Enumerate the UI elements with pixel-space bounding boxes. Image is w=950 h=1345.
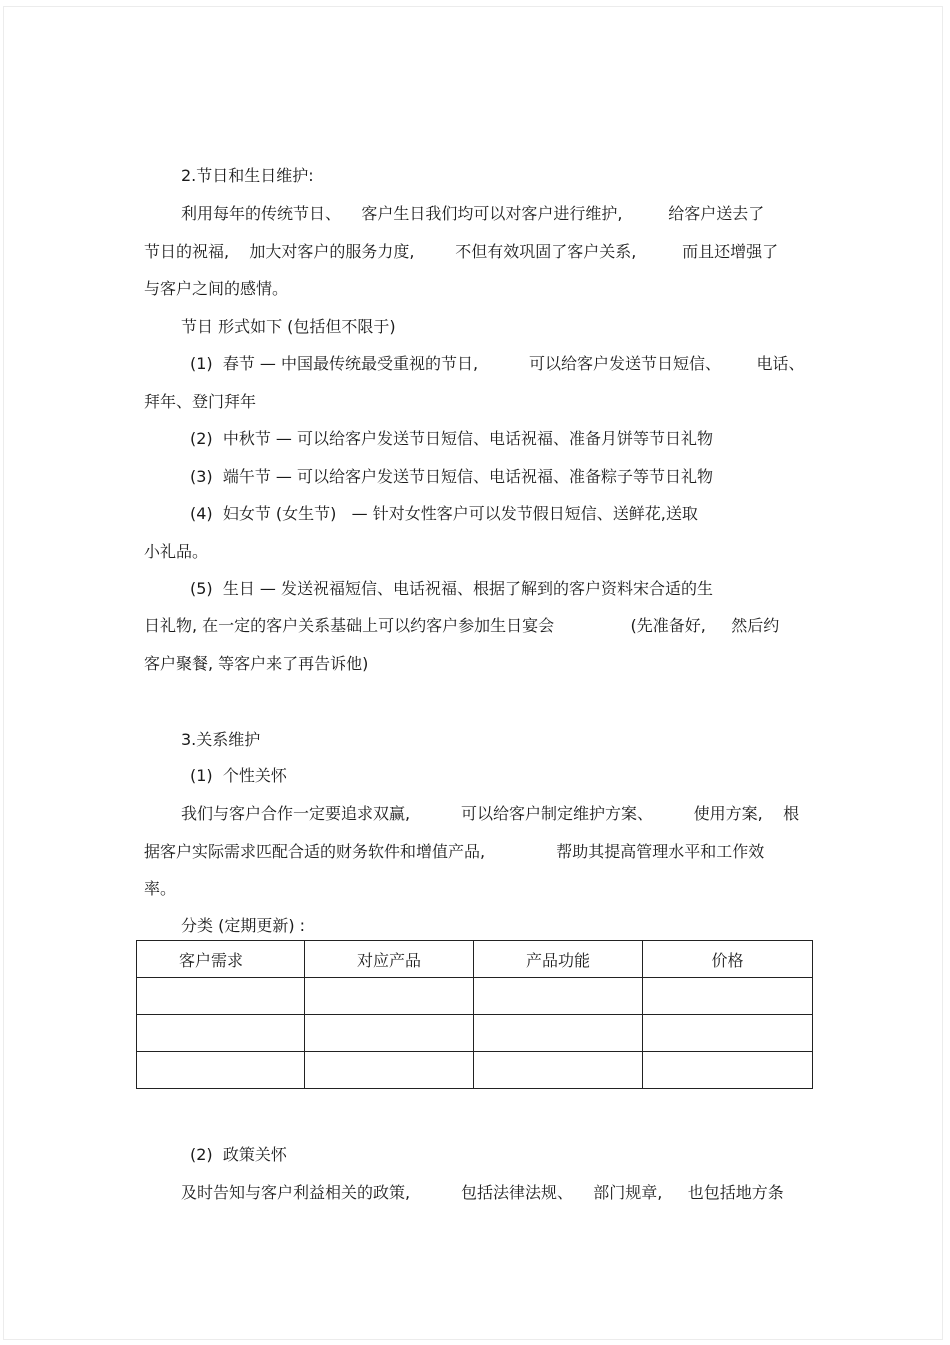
table-row <box>137 978 813 1015</box>
table-row <box>137 1015 813 1052</box>
holiday-item-5-line-3: 客户聚餐, 等客户来了再告诉他) <box>144 654 369 673</box>
table-cell <box>474 978 643 1015</box>
section-2-intro-line-1: 利用每年的传统节日、 客户生日我们均可以对客户进行维护, 给客户送去了 <box>181 204 765 223</box>
section-3-title: 3.关系维护 <box>181 730 261 749</box>
holiday-item-2: (2) 中秋节 — 可以给客户发送节日短信、电话祝福、准备月饼等节日礼物 <box>190 429 714 448</box>
table-header-cell: 对应产品 <box>305 941 474 978</box>
table-header-cell: 客户需求 <box>137 941 305 978</box>
holiday-item-1-line-2: 拜年、登门拜年 <box>144 392 257 411</box>
table-cell <box>643 1052 813 1089</box>
table-cell <box>305 1052 474 1089</box>
table-cell <box>474 1052 643 1089</box>
table-cell <box>643 1015 813 1052</box>
table-row <box>137 1052 813 1089</box>
table-cell <box>305 1015 474 1052</box>
table-header-row <box>137 941 813 978</box>
table-cell <box>137 978 305 1015</box>
section-2-intro-line-2: 节日的祝福, 加大对客户的服务力度, 不但有效巩固了客户关系, 而且还增强了 <box>144 242 779 261</box>
personal-care-para-line-2: 据客户实际需求匹配合适的财务软件和增值产品, 帮助其提高管理水平和工作效 <box>144 842 765 861</box>
table-cell <box>474 1015 643 1052</box>
holiday-forms-heading: 节日 形式如下 (包括但不限于) <box>181 317 396 336</box>
personal-care-title: (1) 个性关怀 <box>190 766 287 785</box>
personal-care-para-line-3: 率。 <box>144 879 177 898</box>
table-cell <box>643 978 813 1015</box>
holiday-item-4-line-2: 小礼品。 <box>144 542 209 561</box>
section-2-intro-line-3: 与客户之间的感情。 <box>144 279 289 298</box>
table-cell <box>137 1052 305 1089</box>
holiday-item-4-line-1: (4) 妇女节 (女生节) — 针对女性客户可以发节假日短信、送鲜花,送取 <box>190 504 698 523</box>
holiday-item-5-line-1: (5) 生日 — 发送祝福短信、电话祝福、根据了解到的客户资料宋合适的生 <box>190 579 714 598</box>
classification-label: 分类 (定期更新) : <box>181 916 306 935</box>
policy-care-para-line-1: 及时告知与客户利益相关的政策, 包括法律法规、 部门规章, 也包括地方条 <box>181 1183 784 1202</box>
table-cell <box>137 1015 305 1052</box>
holiday-item-3: (3) 端午节 — 可以给客户发送节日短信、电话祝福、准备粽子等节日礼物 <box>190 467 714 486</box>
classification-table <box>136 940 813 1089</box>
section-2-title: 2.节日和生日维护: <box>181 166 314 185</box>
policy-care-title: (2) 政策关怀 <box>190 1145 287 1164</box>
holiday-item-1-line-1: (1) 春节 — 中国最传统最受重视的节日, 可以给客户发送节日短信、 电话、 <box>190 354 805 373</box>
table-cell <box>305 978 474 1015</box>
personal-care-para-line-1: 我们与客户合作一定要追求双赢, 可以给客户制定维护方案、 使用方案, 根 <box>181 804 800 823</box>
table-header-cell: 产品功能 <box>474 941 643 978</box>
holiday-item-5-line-2: 日礼物, 在一定的客户关系基础上可以约客户参加生日宴会 (先准备好, 然后约 <box>144 616 780 635</box>
table-header-cell: 价格 <box>643 941 813 978</box>
